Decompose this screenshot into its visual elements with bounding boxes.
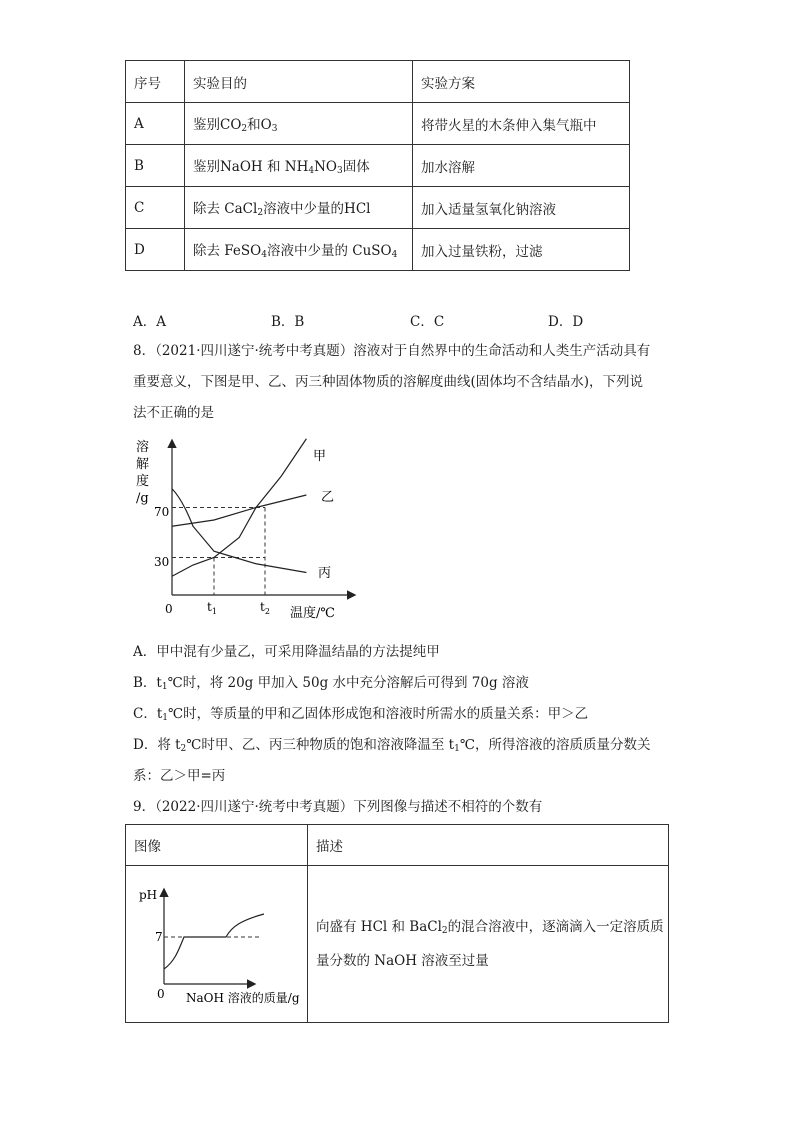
text: 除去 FeSO [193, 243, 262, 259]
subscript: 3 [337, 166, 343, 176]
xtick-t1-sub: 1 [211, 607, 217, 616]
row-id: C [126, 187, 185, 229]
q9-table [125, 824, 669, 1023]
series-label-yi: 乙 [321, 490, 335, 505]
q9-header-graph: 图像 [126, 825, 308, 866]
text: 向盛有 HCl 和 BaCl [316, 919, 442, 935]
text: 鉴别NaOH 和 NH [193, 159, 309, 175]
subscript: 2 [441, 926, 448, 936]
xtick-t2-main: t [260, 600, 265, 614]
q9-header-row [126, 825, 669, 866]
q8-stem-line-3: 法不正确的是 [133, 405, 214, 421]
row-purpose [185, 229, 413, 271]
q8-option-d[interactable] [133, 735, 650, 759]
subscript: 2 [180, 744, 187, 754]
q7-option-d[interactable]: D．D [548, 314, 584, 330]
series-label-jia: 甲 [313, 449, 327, 464]
row-purpose [185, 103, 413, 145]
subscript: 1 [454, 744, 460, 754]
text: ℃，所得溶液的溶质质量分数关 [459, 737, 651, 753]
experiment-table [125, 60, 630, 271]
text: 鉴别CO [193, 117, 242, 133]
subscript: 4 [308, 166, 315, 176]
text: 和O [247, 117, 272, 133]
series-label-bing: 丙 [318, 566, 332, 581]
text: 溶液中少量的 CuSO [266, 243, 392, 259]
curve-乙 [172, 495, 306, 526]
ph-graph [126, 866, 307, 1022]
chart-ylabel-4: /g [136, 491, 149, 506]
xtick-t1 [207, 600, 217, 616]
q9-desc-cell [308, 866, 669, 1023]
subscript: 2 [241, 124, 248, 134]
chart-ylabel-2: 解 [136, 457, 150, 472]
row-id: D [126, 229, 185, 271]
ph-ytick-7: 7 [155, 930, 163, 944]
table-row [126, 187, 630, 229]
curves [172, 439, 306, 577]
ytick-70: 70 [154, 505, 170, 519]
ph-curve [164, 914, 264, 969]
xtick-t2 [260, 600, 270, 616]
solubility-chart [130, 435, 360, 625]
row-id: B [126, 145, 185, 187]
subscript: 2 [257, 208, 264, 218]
q7-option-a[interactable]: A．A [133, 314, 166, 330]
table-header-row [126, 61, 630, 103]
q8-option-b[interactable] [133, 673, 529, 697]
text: 溶液中少量的HCl [263, 201, 371, 217]
text: ℃时甲、乙、丙三种物质的饱和溶液降温至 t [186, 737, 455, 753]
text: ℃时，将 20g 甲加入 50g 水中充分溶解后可得到 70g 溶液 [167, 675, 529, 691]
subscript: 1 [161, 682, 168, 692]
row-plan: 将带火星的木条伸入集气瓶中 [413, 103, 630, 145]
row-purpose [185, 187, 413, 229]
table-row [126, 229, 630, 271]
text: 固体 [342, 159, 370, 175]
q8-option-d-cont: 系：乙＞甲=丙 [133, 768, 226, 784]
table-header-plan: 实验方案 [413, 61, 630, 103]
origin-label: 0 [165, 602, 173, 616]
subscript: 1 [162, 713, 168, 723]
chart-ylabel-1: 溶 [136, 440, 150, 455]
text: 的混合溶液中，逐滴滴入一定溶质质 [447, 919, 664, 935]
row-plan: 加水溶解 [413, 145, 630, 187]
text: ℃时，等质量的甲和乙固体形成饱和溶液时所需水的质量关系：甲＞乙 [168, 706, 589, 722]
q8-option-c[interactable] [133, 704, 588, 728]
text: 量分数的 NaOH 溶液至过量 [316, 953, 489, 969]
ph-label: pH [139, 888, 158, 902]
q9-header-desc: 描述 [308, 825, 669, 866]
table-row [126, 145, 630, 187]
table-row [126, 866, 669, 1023]
ph-origin: 0 [157, 987, 165, 1001]
subscript: 4 [391, 250, 398, 260]
ph-xlabel: NaOH 溶液的质量/g [186, 991, 300, 1005]
xtick-t1-main: t [207, 600, 212, 614]
q9-graph-cell [126, 866, 308, 1023]
row-plan: 加入适量氢氧化钠溶液 [413, 187, 630, 229]
q8-stem-line-1: 8．（2021·四川遂宁·统考中考真题）溶液对于自然界中的生命活动和人类生产活动具有 [133, 343, 651, 359]
table-header-purpose: 实验目的 [185, 61, 413, 103]
curve-丙 [172, 489, 306, 573]
curve-甲 [172, 439, 306, 577]
table-header-index: 序号 [126, 61, 185, 103]
table-row [126, 103, 630, 145]
q9-stem: 9．（2022·四川遂宁·统考中考真题）下列图像与描述不相符的个数有 [133, 799, 543, 815]
xaxis-label: 温度/℃ [290, 606, 335, 621]
subscript: 4 [261, 250, 267, 260]
q8-option-a[interactable]: A．甲中混有少量乙，可采用降温结晶的方法提纯甲 [133, 644, 440, 660]
q8-stem-line-2: 重要意义，下图是甲、乙、丙三种固体物质的溶解度曲线(固体均不含结晶水)，下列说 [133, 374, 644, 390]
ytick-30: 30 [154, 555, 170, 569]
row-id: A [126, 103, 185, 145]
guide-lines [172, 508, 265, 596]
q7-option-c[interactable]: C．C [410, 314, 445, 330]
chart-ylabel-3: 度 [136, 474, 150, 489]
text: B．t [133, 675, 162, 691]
xtick-t2-sub: 2 [264, 607, 270, 616]
text: C．t [133, 706, 163, 722]
text: NO [314, 159, 337, 175]
text: 除去 CaCl [193, 201, 258, 217]
text: D．将 t [133, 737, 181, 753]
q7-option-b[interactable]: B．B [271, 314, 305, 330]
subscript: 3 [271, 124, 278, 134]
row-purpose [185, 145, 413, 187]
row-plan: 加入过量铁粉，过滤 [413, 229, 630, 271]
